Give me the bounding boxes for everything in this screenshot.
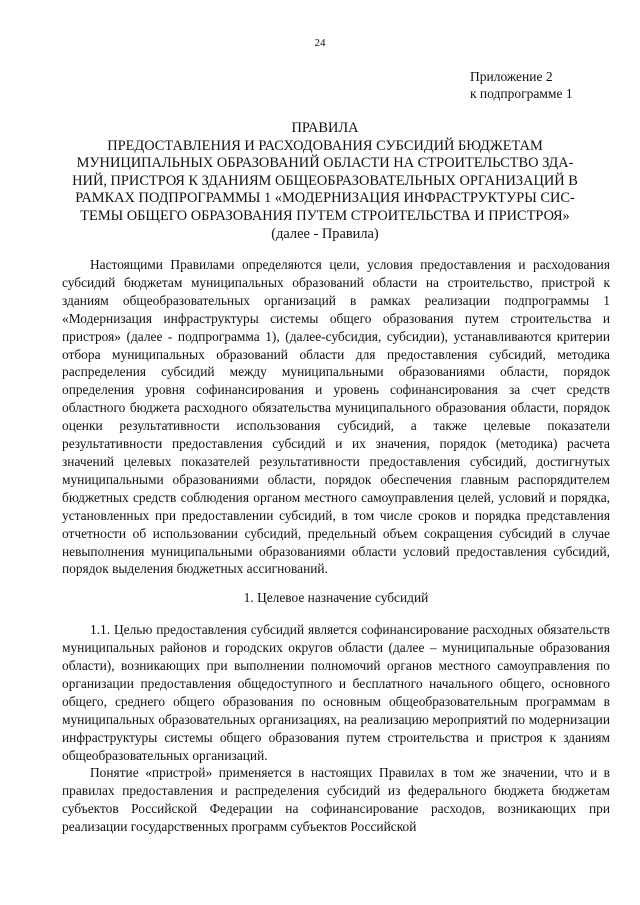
page-number: 24 <box>314 37 326 49</box>
title-line-4: РАМКАХ ПОДПРОГРАММЫ 1 «МОДЕРНИЗАЦИЯ ИНФРАСТРУКТУРЫ СИС- <box>75 190 575 207</box>
title-heading: ПРАВИЛА <box>291 120 359 136</box>
appendix-line-2: к подпрограмме 1 <box>470 86 573 101</box>
paragraph-1-1: 1.1. Целью предоставления субсидий является софинансирование расходных обязательств муниципальных районов и городских округов области (далее – муниципальные образования области), возникающих при выполнении полномочий органов местного самоуправления по организации предоставления общедоступного и бесплатного начального общего, основного общего, среднего общего образования по основным общеобразовательным программам в муниципальных образовательных организациях, на реализацию мероприятий по модернизации инфраструктуры системы общего образования путем строительства и пристроя к зданиям общеобразовательных организаций. <box>62 622 610 763</box>
intro-paragraph: Настоящими Правилами определяются цели, условия предоставления и расходования субсидий бюджетам муниципальных образований области на строительство, пристрой к зданиям общеобразовательных организаций в рамках реализации подпрограммы 1 «Модернизация инфраструктуры системы общего образования путем строительства и пристроя» (далее - подпрограмма 1), (далее-субсидия, субсидии), устанавливаются критерии отбора муниципальных образований области для предоставления субсидий, методика распределения субсидий между муниципальными образованиями области, порядок определения уровня софинансирования и уровень софинансирования за счет средств областного бюджета расходного обязательства муниципального образования области, порядок оценки результативности использования субсидий, а также целевые показатели результативности предоставления субсидий и их значения, порядок (методика) расчета значений целевых показателей результативности предоставления субсидий, достигнутых муниципальными образованиями области, порядок обеспечения главным распорядителем бюджетных средств соблюдения органом местного самоуправления целей, условий и порядка, установленных при предоставлении субсидий, в том числе сроков и порядка представления отчетности об использовании субсидий, предельный объем сокращения субсидий в случае невыполнения муниципальными образованиями области условий предоставления субсидий, порядок выделения бюджетных ассигнований. <box>62 257 610 577</box>
title-line-3: НИЙ, ПРИСТРОЯ К ЗДАНИЯМ ОБЩЕОБРАЗОВАТЕЛЬНЫХ ОРГАНИЗАЦИЙ В <box>72 172 578 189</box>
appendix-reference <box>470 68 630 102</box>
title-line-1: ПРЕДОСТАВЛЕНИЯ И РАСХОДОВАНИЯ СУБСИДИЙ БЮДЖЕТАМ <box>107 137 543 154</box>
document-body <box>62 256 610 836</box>
title-subtitle: (далее - Правила) <box>271 225 379 242</box>
title-line-2: МУНИЦИПАЛЬНЫХ ОБРАЗОВАНИЙ ОБЛАСТИ НА СТРОИТЕЛЬСТВО ЗДА- <box>76 155 574 172</box>
document-title <box>40 120 610 243</box>
paragraph-pristroy-definition: Понятие «пристрой» применяется в настоящих Правилах в том же значении, что и в правилах предоставления и распределения субсидий из федерального бюджета бюджетам субъектов Российской Федерации на софинансирование расходов, возникающих при реализации государственных программ субъектов Российской <box>62 765 610 835</box>
section-1-heading: 1. Целевое назначение субсидий <box>243 590 429 606</box>
appendix-line-1: Приложение 2 <box>470 69 553 84</box>
title-line-5: ТЕМЫ ОБЩЕГО ОБРАЗОВАНИЯ ПУТЕМ СТРОИТЕЛЬСТВА И ПРИСТРОЯ» <box>80 207 570 224</box>
